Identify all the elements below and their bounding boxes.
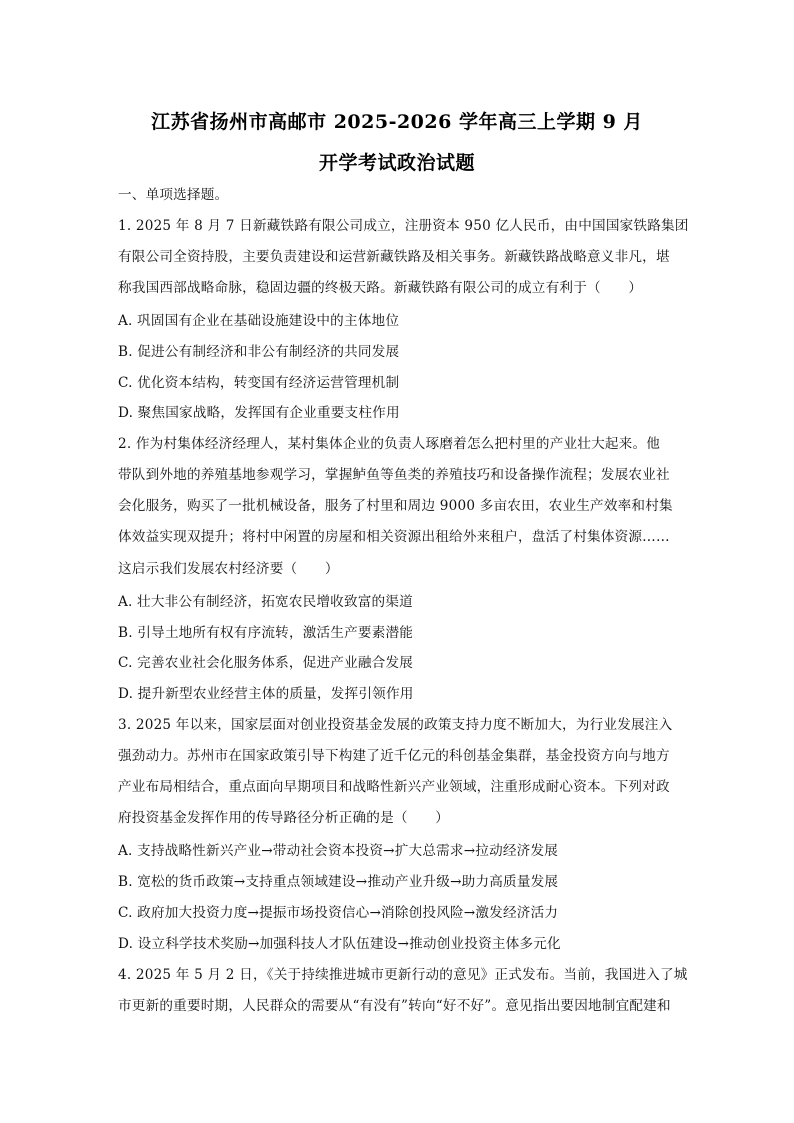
question-1-option-d: D. 聚焦国家战略，发挥国有企业重要支柱作用: [118, 405, 400, 421]
question-2-stem-line: 2. 作为村集体经济经理人，某村集体企业的负责人琢磨着怎么把村里的产业壮大起来。他: [118, 436, 661, 452]
exam-title-line1: 江苏省扬州市高邮市 2025-2026 学年高三上学期 9 月: [151, 111, 643, 133]
question-2-option-b: B. 引导土地所有权有序流转，激活生产要素潜能: [118, 625, 414, 641]
question-2-stem-line: 带队到外地的养殖基地参观学习，掌握鲈鱼等鱼类的养殖技巧和设备操作流程；发展农业社: [118, 467, 670, 483]
question-2-option-c: C. 完善农业社会化服务体系，促进产业融合发展: [118, 655, 414, 671]
question-2-stem-line: 会化服务，购买了一批机械设备，服务了村里和周边 9000 多亩农田，农业生产效率和村集: [118, 498, 673, 514]
question-3-stem-line: 强劲动力。苏州市在国家政策引导下构建了近千亿元的科创基金集群，基金投资方向与地方: [118, 748, 670, 764]
question-3-stem-line: 3. 2025 年以来，国家层面对创业投资基金发展的政策支持力度不断加大，为行业发展注入: [118, 717, 673, 733]
question-3-option-a: A. 支持战略性新兴产业→带动社会资本投资→扩大总需求→拉动经济发展: [118, 843, 559, 859]
exam-title-line2: 开学考试政治试题: [318, 152, 475, 174]
question-2-stem-line: 这启示我们发展农村经济要（ ）: [118, 561, 339, 577]
question-1-stem-line: 1. 2025 年 8 月 7 日新藏铁路有限公司成立，注册资本 950 亿人民币，由中国国家铁路集团: [118, 218, 689, 234]
question-1-option-c: C. 优化资本结构，转变国有经济运营管理机制: [118, 375, 400, 391]
question-3-option-c: C. 政府加大投资力度→提振市场投资信心→消除创投风险→激发经济活力: [118, 905, 559, 921]
question-1-stem-line: 有限公司全资持股，主要负责建设和运营新藏铁路及相关事务。新藏铁路战略意义非凡，堪: [118, 249, 670, 265]
question-4-stem-line: 市更新的重要时期，人民群众的需要从“有没有”转向“好不好”。意见指出要因地制宜配建和: [118, 998, 671, 1014]
question-3-stem-line: 府投资基金发挥作用的传导路径分析正确的是（ ）: [118, 810, 450, 826]
question-3-option-d: D. 设立科学技术奖励→加强科技人才队伍建设→推动创业投资主体多元化: [118, 936, 561, 952]
question-1-stem-line: 称我国西部战略命脉，稳固边疆的终极天路。新藏铁路有限公司的成立有利于（ ）: [118, 280, 643, 296]
question-1-option-a: A. 巩固国有企业在基础设施建设中的主体地位: [118, 313, 400, 329]
question-4-stem-line: 4. 2025 年 5 月 2 日，《关于持续推进城市更新行动的意见》正式发布。当前，我国进入了城: [118, 967, 688, 983]
question-3-option-b: B. 宽松的货币政策→支持重点领域建设→推动产业升级→助力高质量发展: [118, 874, 559, 890]
question-1-option-b: B. 促进公有制经济和非公有制经济的共同发展: [118, 344, 400, 360]
question-2-option-d: D. 提升新型农业经营主体的质量，发挥引领作用: [118, 686, 414, 702]
question-3-stem-line: 产业布局相结合，重点面向早期项目和战略性新兴产业领域，注重形成耐心资本。下列对政: [118, 779, 670, 795]
section-heading: 一、单项选择题。: [118, 187, 229, 203]
question-2-option-a: A. 壮大非公有制经济，拓宽农民增收致富的渠道: [118, 594, 413, 610]
question-2-stem-line: 体效益实现双提升；将村中闲置的房屋和相关资源出租给外来租户，盘活了村集体资源……: [118, 529, 670, 545]
